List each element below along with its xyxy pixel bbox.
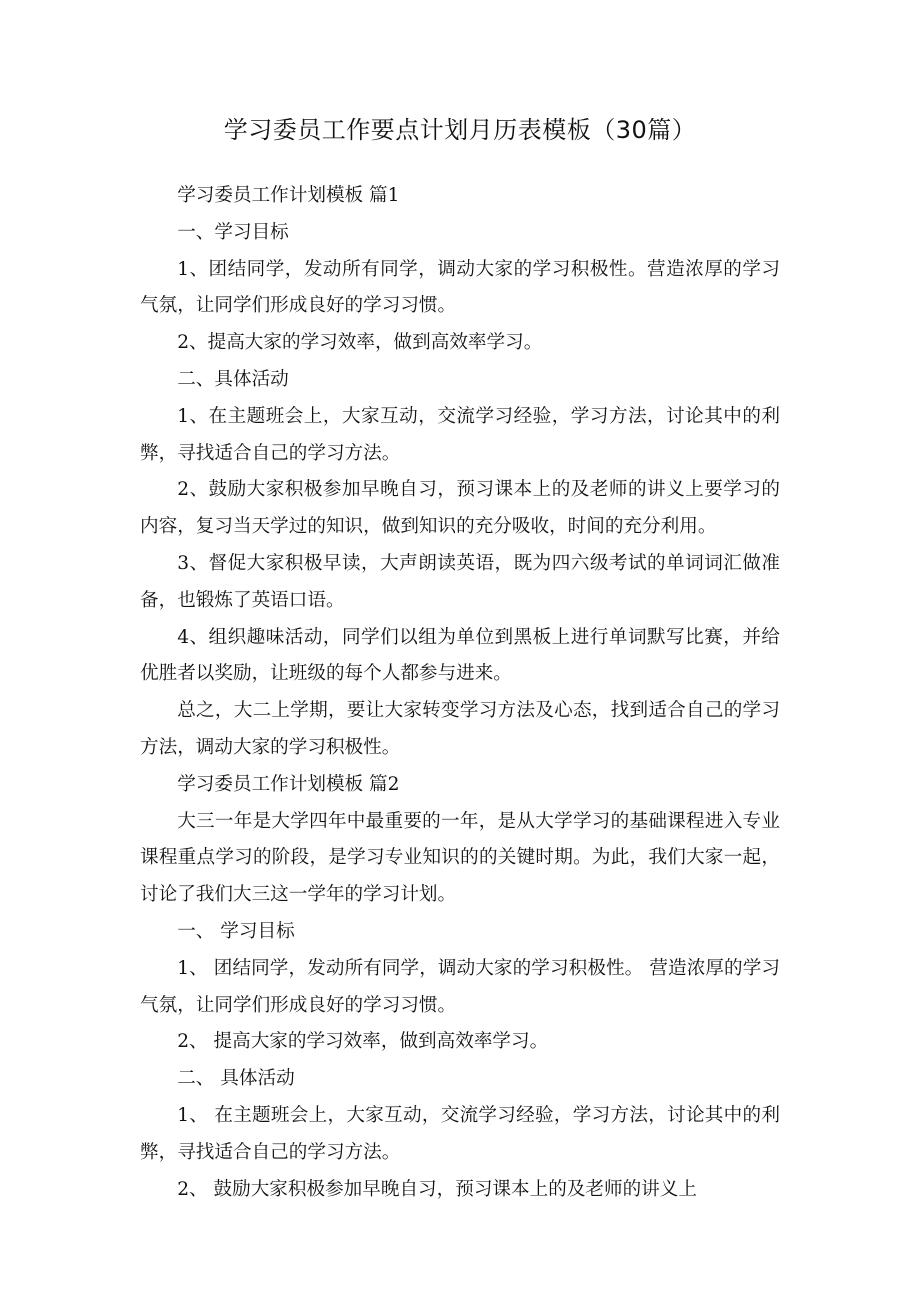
paragraph: 3、督促大家积极早读，大声朗读英语，既为四六级考试的单词词汇做准备，也锻炼了英语口语。 <box>140 552 780 611</box>
paragraph: 1、在主题班会上，大家互动，交流学习经验，学习方法，讨论其中的利弊，寻找适合自己的学习方法。 <box>140 405 780 464</box>
subheading-activities: 二、具体活动 <box>177 368 289 390</box>
paragraph: 2、鼓励大家积极参加早晚自习，预习课本上的及老师的讲义上要学习的内容，复习当天学过的知识，做到知识的充分吸收，时间的充分利用。 <box>140 479 780 538</box>
section-heading-2: 学习委员工作计划模板 篇2 <box>177 773 400 795</box>
subheading-goals: 一、 学习目标 <box>177 920 295 942</box>
section-heading-1: 学习委员工作计划模板 篇1 <box>177 185 400 206</box>
paragraph: 1、 在主题班会上，大家互动，交流学习经验，学习方法，讨论其中的利弊，寻找适合自己的学习方法。 <box>140 1104 780 1163</box>
paragraph: 1、团结同学，发动所有同学，调动大家的学习积极性。营造浓厚的学习气氛，让同学们形成良好的学习习惯。 <box>140 258 780 317</box>
paragraph: 总之，大二上学期，要让大家转变学习方法及心态，找到适合自己的学习方法，调动大家的学习积极性。 <box>140 700 780 758</box>
paragraph: 2、提高大家的学习效率，做到高效率学习。 <box>177 332 543 354</box>
paragraph: 2、 提高大家的学习效率，做到高效率学习。 <box>177 1031 549 1053</box>
paragraph: 2、 鼓励大家积极参加早晚自习，预习课本上的及老师的讲义上 <box>177 1178 697 1200</box>
document-title: 学习委员工作要点计划月历表模板（30篇） <box>223 116 697 144</box>
subheading-activities: 二、 具体活动 <box>177 1068 295 1090</box>
subheading-goals: 一、学习目标 <box>177 221 289 243</box>
paragraph: 1、 团结同学，发动所有同学，调动大家的学习积极性。 营造浓厚的学习气氛，让同学们形成良好的学习习惯。 <box>140 957 780 1016</box>
paragraph: 大三一年是大学四年中最重要的一年，是从大学学习的基础课程进入专业课程重点学习的阶段，是学习专业知识的的关键时期。为此，我们大家一起，讨论了我们大三这一学年的学习计划。 <box>140 810 780 906</box>
document-body <box>140 178 780 1208</box>
paragraph: 4、组织趣味活动，同学们以组为单位到黑板上进行单词默写比赛，并给优胜者以奖励，让班级的每个人都参与进来。 <box>140 626 780 685</box>
